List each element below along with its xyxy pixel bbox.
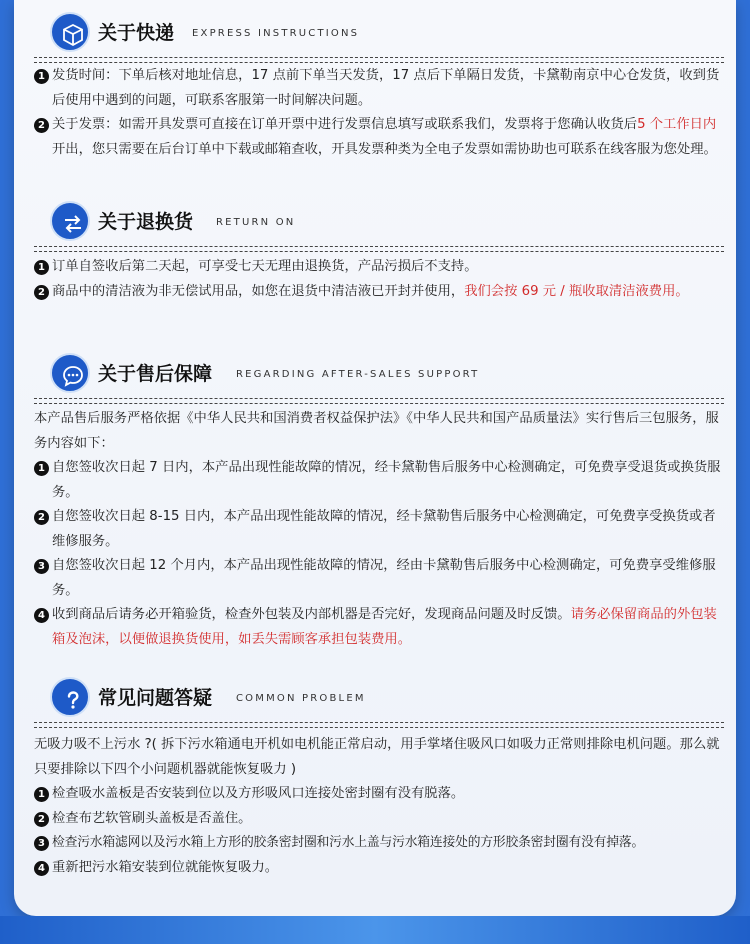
section-subtitle: EXPRESS INSTRUCTIONS <box>192 28 360 39</box>
item-highlight: 请务必保留商品的外包装箱及泡沫，以便做退换货使用，如丢失需顾客承担包装费用。 <box>52 607 717 647</box>
item-text: 自您签收次日起 7 日内，本产品出现性能故障的情况，经卡黛勒售后服务中心检测确定，可免费享受退货或换货服务。 <box>52 460 721 500</box>
list-item <box>34 64 724 113</box>
divider <box>34 251 724 252</box>
section-header <box>34 199 724 243</box>
item-highlight: 5 个工作日内 <box>637 117 717 132</box>
section-body <box>34 733 724 880</box>
section-header <box>34 351 724 395</box>
list-item <box>34 280 724 305</box>
item-number: 2 <box>34 510 49 525</box>
item-text: 开出，您只需要在后台订单中下载或邮箱查收，开具发票种类为全电子发票如需协助也可联系在线客服为您处理。 <box>52 141 717 157</box>
divider <box>34 722 724 723</box>
section-body <box>34 64 724 162</box>
item-number: 4 <box>34 608 49 623</box>
item-number: 1 <box>34 787 49 802</box>
list-item <box>34 856 724 881</box>
item-number: 2 <box>34 285 49 300</box>
section-intro: 无吸力吸不上污水 ?( 拆下污水箱通电开机如电机能正常启动，用手掌堵住吸风口如吸力正常则排除电机问题。那么就只要排除以下四个小问题机器就能恢复吸力 ) <box>34 737 720 777</box>
item-text: 自您签收次日起 12 个月内，本产品出现性能故障的情况，经由卡黛勒售后服务中心检测确定，可免费享受维修服务。 <box>52 558 716 598</box>
list-item <box>34 807 724 832</box>
list-item <box>34 831 724 856</box>
item-text: 商品中的清洁液为非无偿试用品，如您在退货中清洁液已开封并使用， <box>52 283 465 299</box>
divider <box>34 727 724 728</box>
question-icon <box>52 679 88 715</box>
section-title: 关于售后保障 <box>98 363 213 385</box>
bottom-strip <box>0 916 750 944</box>
list-item <box>34 505 724 554</box>
chat-icon <box>52 355 88 391</box>
section-subtitle: RETURN ON <box>216 217 296 228</box>
item-text: 发货时间：下单后核对地址信息，17 点前下单当天发货，17 点后下单隔日发货，卡黛勒南京中心仓发货，收到货后使用中遇到的问题，可联系客服第一时间解决问题。 <box>52 68 720 108</box>
item-text: 订单自签收后第二天起，可享受七天无理由退换货，产品污损后不支持。 <box>52 259 478 274</box>
exchange-icon <box>52 203 88 239</box>
list-item <box>34 456 724 505</box>
item-number: 1 <box>34 260 49 275</box>
divider <box>34 57 724 58</box>
section-title: 关于退换货 <box>98 211 194 233</box>
section-faq <box>34 675 724 875</box>
section-body <box>34 255 724 304</box>
list-item <box>34 782 724 807</box>
section-header <box>34 10 724 54</box>
section-title: 常见问题答疑 <box>98 687 213 709</box>
item-number: 4 <box>34 861 49 876</box>
item-highlight: 我们会按 69 元 / 瓶收取清洁液费用。 <box>464 283 689 299</box>
section-intro: 本产品售后服务严格依据《中华人民共和国消费者权益保护法》《中华人民共和国产品质量法》实行售后三包服务，服务内容如下： <box>34 411 719 451</box>
box-icon <box>52 14 88 50</box>
item-text: 收到商品后请务必开箱验货，检查外包装及内部机器是否完好，发现商品问题及时反馈。 <box>52 607 571 622</box>
section-body <box>34 407 724 652</box>
item-text: 检查布艺软管刷头盖板是否盖住。 <box>52 810 252 826</box>
item-number: 3 <box>34 836 49 851</box>
item-number: 2 <box>34 118 49 133</box>
list-item <box>34 603 724 652</box>
divider <box>34 246 724 247</box>
section-title: 关于快递 <box>98 22 175 44</box>
divider <box>34 403 724 404</box>
section-subtitle: REGARDING AFTER-SALES SUPPORT <box>236 369 480 380</box>
item-text: 检查污水箱滤网以及污水箱上方形的胶条密封圈和污水上盖与污水箱连接处的方形胶条密封圈有没有掉落。 <box>52 835 645 850</box>
item-text: 自您签收次日起 8-15 日内，本产品出现性能故障的情况，经卡黛勒售后服务中心检测确定，可免费享受换货或者维修服务。 <box>52 509 716 549</box>
list-item <box>34 255 724 280</box>
section-express <box>34 10 724 157</box>
section-return <box>34 199 724 299</box>
divider <box>34 62 724 63</box>
item-number: 3 <box>34 559 49 574</box>
list-item <box>34 554 724 603</box>
item-text: 检查吸水盖板是否安装到位以及方形吸风口连接处密封圈有没有脱落。 <box>52 786 465 801</box>
item-text: 重新把污水箱安装到位就能恢复吸力。 <box>52 859 279 875</box>
section-aftersales <box>34 351 724 647</box>
item-number: 1 <box>34 461 49 476</box>
item-text: 关于发票：如需开具发票可直接在订单开票中进行发票信息填写或联系我们，发票将于您确认收货后 <box>52 117 638 132</box>
list-item <box>34 113 724 162</box>
section-subtitle: COMMON PROBLEM <box>236 693 366 704</box>
item-number: 1 <box>34 69 49 84</box>
section-header <box>34 675 724 719</box>
divider <box>34 398 724 399</box>
item-number: 2 <box>34 812 49 827</box>
